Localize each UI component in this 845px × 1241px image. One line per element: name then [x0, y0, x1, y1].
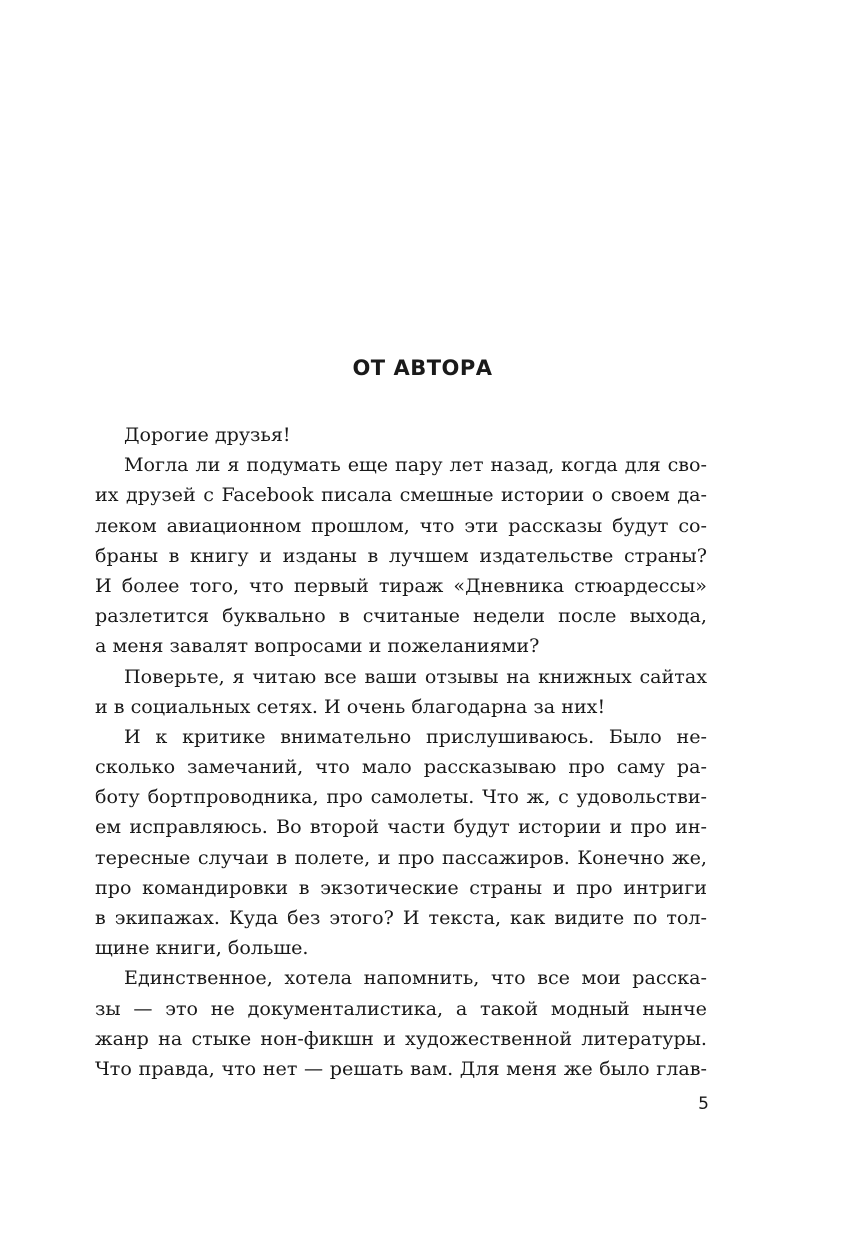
text-line: в экипажах. Куда без этого? И текста, как видите по тол- — [95, 906, 707, 929]
text-line: боту бортпроводника, про самолеты. Что ж, с удовольстви- — [95, 785, 707, 809]
text-line: Что правда, что нет — решать вам. Для меня же было глав- — [95, 1056, 707, 1080]
text-line: их друзей с Facebook писала смешные истории о своем да- — [95, 483, 707, 507]
text-line: Поверьте, я читаю все ваши отзывы на книжных сайтах — [124, 664, 707, 688]
text-line: И более того, что первый тираж «Дневника стюардессы» — [95, 573, 707, 597]
text-line: жанр на стыке нон-фикшн и художественной литературы. — [95, 1026, 707, 1050]
text-line: про командировки в экзотические страны и про интриги — [95, 875, 707, 899]
text-line: ем исправляюсь. Во второй части будут истории и про ин- — [95, 815, 707, 839]
body-text — [95, 420, 707, 1084]
text-line: разлетится буквально в считаные недели после выхода, — [95, 604, 707, 628]
chapter-title: ОТ АВТОРА — [352, 356, 493, 380]
text-line: тересные случаи в полете, и про пассажиров. Конечно же, — [95, 845, 707, 869]
text-line: щине книги, больше. — [95, 936, 309, 960]
text-line: браны в книгу и изданы в лучшем издательстве страны? — [95, 543, 707, 567]
text-line: Единственное, хотела напомнить, что все мои расска- — [124, 966, 707, 990]
text-line: И к критике внимательно прислушиваюсь. Было не- — [124, 724, 707, 748]
text-line: сколько замечаний, что мало рассказываю про саму ра- — [95, 755, 707, 779]
text-line: и в социальных сетях. И очень благодарна за них! — [95, 694, 606, 718]
text-line: Дорогие друзья! — [124, 423, 291, 446]
text-line: Могла ли я подумать еще пару лет назад, когда для сво- — [124, 453, 707, 477]
page-number: 5 — [698, 1094, 709, 1114]
text-line: зы — это не документалистика, а такой модный нынче — [95, 996, 707, 1020]
text-line: а меня завалят вопросами и пожеланиями? — [95, 634, 540, 658]
text-line: леком авиационном прошлом, что эти рассказы будут со- — [95, 513, 707, 537]
